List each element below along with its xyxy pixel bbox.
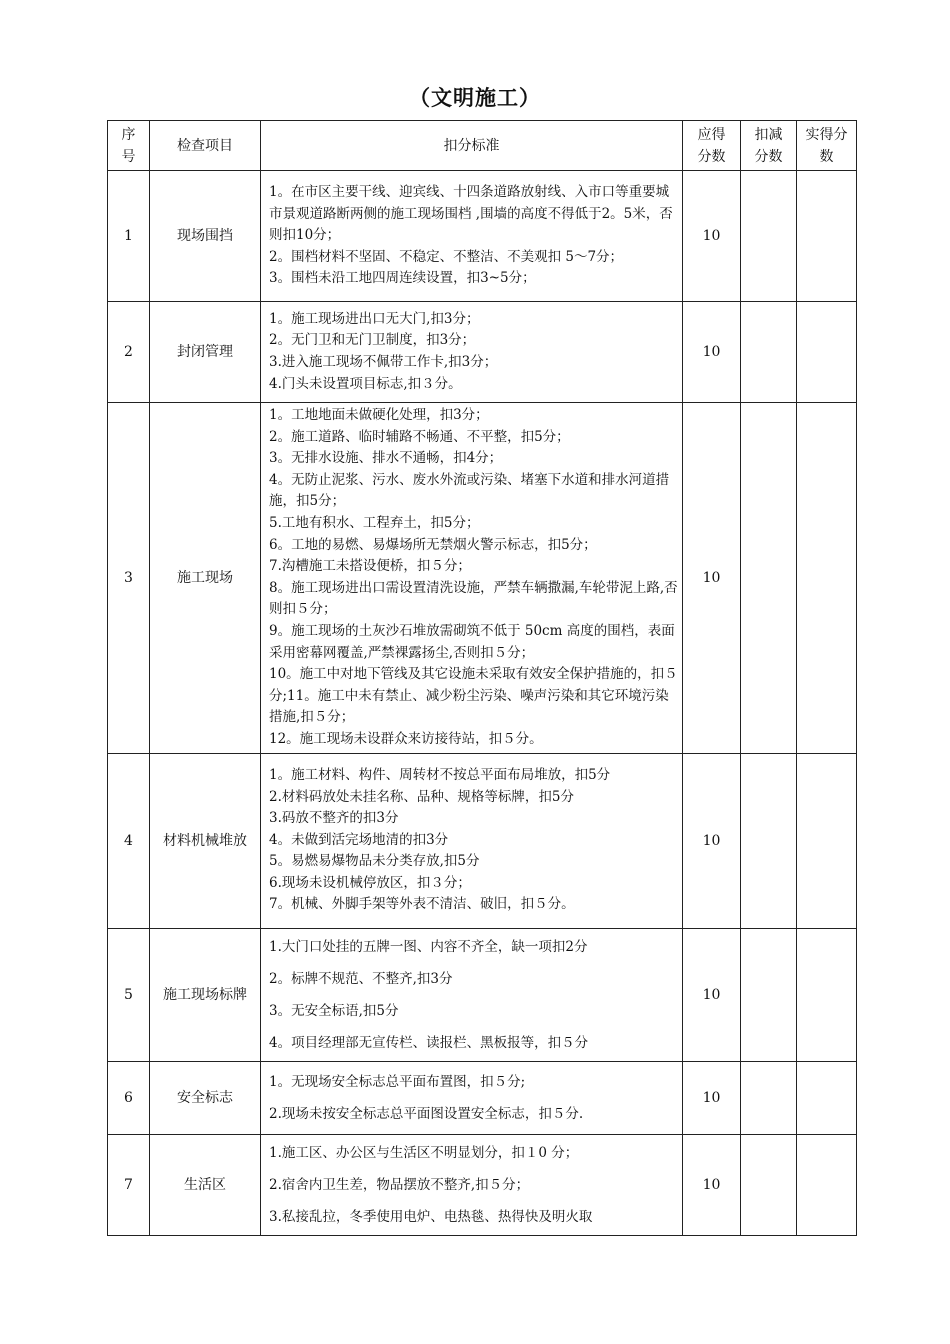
- due-score: 10: [683, 1134, 741, 1235]
- criteria-line: 9。施工现场的土灰沙石堆放需砌筑不低于 50cm 高度的围档，表面采用密幕网覆盖,严禁裸露扬尘,否则扣５分；: [269, 622, 675, 661]
- deduct-score-cell[interactable]: [741, 1134, 797, 1235]
- actual-score-cell[interactable]: [797, 1134, 857, 1235]
- header-row: [108, 121, 857, 171]
- criteria-line: 2.现场未按安全标志总平面图设置安全标志，扣５分.: [269, 1105, 584, 1122]
- row-number: 7: [108, 1134, 150, 1235]
- deduct-score-cell[interactable]: [741, 753, 797, 928]
- table-row: [108, 928, 857, 1061]
- table-row: [108, 302, 857, 403]
- header-criteria: 扣分标准: [261, 121, 683, 171]
- row-number: 4: [108, 753, 150, 928]
- deduct-score-cell[interactable]: [741, 171, 797, 302]
- actual-score-cell[interactable]: [797, 753, 857, 928]
- criteria-line: 1。施工现场进出口无大门,扣3分；: [269, 310, 480, 327]
- criteria-line: 8。施工现场进出口需设置清洗设施，严禁车辆撒漏,车轮带泥上路,否则扣５分；: [269, 579, 678, 618]
- due-score: 10: [683, 171, 741, 302]
- criteria-line: 1。无现场安全标志总平面布置图，扣５分;: [269, 1073, 526, 1090]
- header-no: 序号: [108, 121, 150, 171]
- header-due: 应得分数: [683, 121, 741, 171]
- row-number: 5: [108, 928, 150, 1061]
- criteria-line: 2。围档材料不坚固、不稳定、不整洁、不美观扣 5～7分；: [269, 248, 624, 265]
- due-score: 10: [683, 302, 741, 403]
- criteria-line: 4。项目经理部无宣传栏、读报栏、黑板报等，扣５分: [269, 1034, 589, 1051]
- deduct-score-cell[interactable]: [741, 1061, 797, 1134]
- deduct-score-cell[interactable]: [741, 403, 797, 754]
- criteria-line: 1.大门口处挂的五牌一图、内容不齐全，缺一项扣2分: [269, 938, 588, 955]
- criteria-line: 2。施工道路、临时辅路不畅通、不平整，扣5分；: [269, 428, 570, 445]
- header-item: 检查项目: [150, 121, 261, 171]
- actual-score-cell[interactable]: [797, 1061, 857, 1134]
- criteria-line: 6。工地的易燃、易爆场所无禁烟火警示标志，扣5分；: [269, 536, 597, 553]
- criteria-line: 7。机械、外脚手架等外表不清洁、破旧，扣５分。: [269, 896, 575, 913]
- criteria-line: 7.沟槽施工未搭设便桥，扣５分；: [269, 558, 471, 575]
- deduction-criteria: [261, 928, 683, 1061]
- table-row: [108, 171, 857, 302]
- due-score: 10: [683, 928, 741, 1061]
- check-item: 现场围挡: [150, 171, 261, 302]
- criteria-line: 4。未做到活完场地清的扣3分: [269, 831, 449, 848]
- actual-score-cell[interactable]: [797, 403, 857, 754]
- criteria-line: 3.私接乱拉，冬季使用电炉、电热毯、热得快及明火取: [269, 1208, 593, 1225]
- actual-score-cell[interactable]: [797, 171, 857, 302]
- inspection-table: [107, 120, 857, 1236]
- criteria-line: 5.工地有积水、工程弃土，扣5分；: [269, 514, 480, 531]
- criteria-line: 1.施工区、办公区与生活区不明显划分，扣１0 分；: [269, 1144, 579, 1161]
- deduction-criteria: [261, 403, 683, 754]
- criteria-line: 5。易燃易爆物品未分类存放,扣5分: [269, 853, 480, 870]
- header-actual: 实得分数: [797, 121, 857, 171]
- check-item: 材料机械堆放: [150, 753, 261, 928]
- criteria-line: 1。工地地面未做硬化处理，扣3分；: [269, 407, 489, 423]
- criteria-line: 2.宿舍内卫生差，物品摆放不整齐,扣５分；: [269, 1176, 530, 1193]
- deduction-criteria: [261, 302, 683, 403]
- criteria-line: 4。无防止泥浆、污水、废水外流或污染、堵塞下水道和排水河道措施，扣5分；: [269, 471, 670, 510]
- table-row: [108, 753, 857, 928]
- deduction-criteria: [261, 171, 683, 302]
- header-deduct: 扣减分数: [741, 121, 797, 171]
- criteria-line: 2。标牌不规范、不整齐,扣3分: [269, 970, 453, 987]
- deduct-score-cell[interactable]: [741, 302, 797, 403]
- row-number: 6: [108, 1061, 150, 1134]
- due-score: 10: [683, 1061, 741, 1134]
- deduction-criteria: [261, 1134, 683, 1235]
- check-item: 封闭管理: [150, 302, 261, 403]
- criteria-line: 6.现场未设机械停放区，扣３分；: [269, 874, 471, 891]
- due-score: 10: [683, 753, 741, 928]
- due-score: 10: [683, 403, 741, 754]
- criteria-line: 1。施工材料、构件、周转材不按总平面布局堆放，扣5分: [269, 766, 611, 783]
- deduction-criteria: [261, 1061, 683, 1134]
- criteria-line: 2.材料码放处未挂名称、品种、规格等标牌，扣5分: [269, 788, 574, 805]
- criteria-line: 2。无门卫和无门卫制度，扣3分；: [269, 332, 476, 349]
- criteria-line: 3.码放不整齐的扣3分: [269, 810, 399, 827]
- criteria-line: 10。施工中对地下管线及其它设施未采取有效安全保护措施的，扣５分;11。施工中未有禁止、减少粉尘污染、噪声污染和其它环境污染措施,扣５分；: [269, 666, 678, 726]
- table-row: [108, 403, 857, 754]
- check-item: 施工现场: [150, 403, 261, 754]
- table-row: [108, 1134, 857, 1235]
- deduct-score-cell[interactable]: [741, 928, 797, 1061]
- check-item: 安全标志: [150, 1061, 261, 1134]
- page-title: （文明施工）: [409, 85, 541, 110]
- criteria-line: 1。在市区主要干线、迎宾线、十四条道路放射线、入市口等重要城市景观道路断两侧的施工现场围档 ,围墙的高度不得低于2。5米，否则扣10分；: [269, 184, 673, 244]
- deduction-criteria: [261, 753, 683, 928]
- actual-score-cell[interactable]: [797, 302, 857, 403]
- check-item: 施工现场标牌: [150, 928, 261, 1061]
- actual-score-cell[interactable]: [797, 928, 857, 1061]
- table-row: [108, 1061, 857, 1134]
- row-number: 3: [108, 403, 150, 754]
- criteria-line: 3。无安全标语,扣5分: [269, 1002, 399, 1019]
- criteria-line: 3.进入施工现场不佩带工作卡,扣3分；: [269, 354, 498, 370]
- criteria-line: 12。施工现场未设群众来访接待站，扣５分。: [269, 730, 543, 747]
- criteria-line: 3。无排水设施、排水不通畅，扣4分；: [269, 450, 503, 467]
- row-number: 2: [108, 302, 150, 403]
- check-item: 生活区: [150, 1134, 261, 1235]
- row-number: 1: [108, 171, 150, 302]
- criteria-line: 3。围档未沿工地四周连续设置，扣3~5分；: [269, 270, 536, 287]
- criteria-line: 4.门头未设置项目标志,扣３分。: [269, 375, 462, 392]
